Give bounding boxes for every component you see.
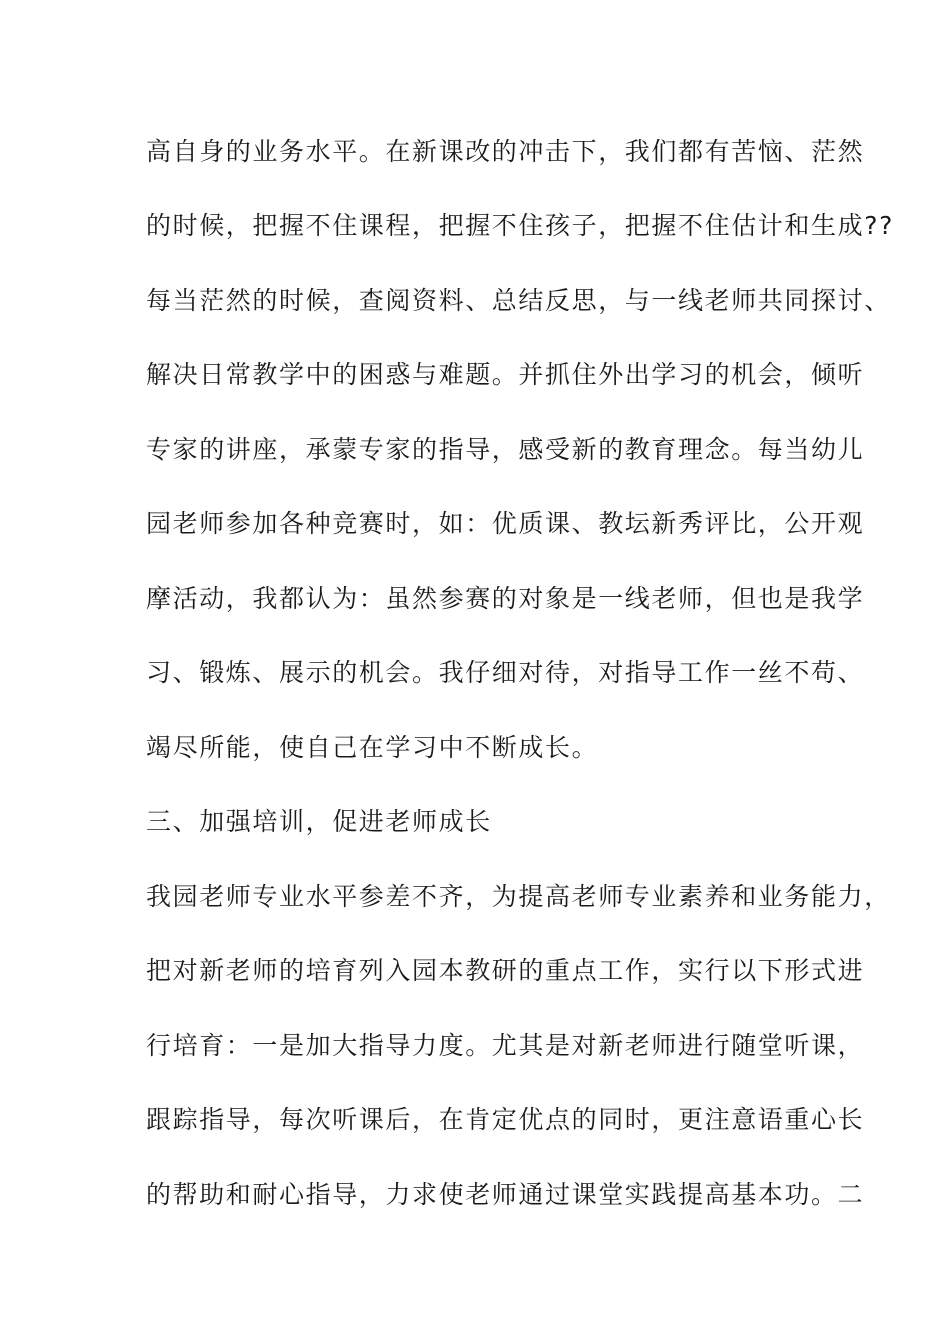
text-line: 我园老师专业水平参差不齐，为提高老师专业素养和业务能力， — [146, 882, 891, 911]
text-line: 把对新老师的培育列入园本教研的重点工作，实行以下形式进 — [146, 956, 865, 985]
text-line: 解决日常教学中的困惑与难题。并抓住外出学习的机会，倾听 — [146, 360, 865, 389]
text-line: 摩活动，我都认为：虽然参赛的对象是一线老师，但也是我学 — [146, 584, 865, 613]
text-line: 的帮助和耐心指导，力求使老师通过课堂实践提高基本功。二 — [146, 1180, 865, 1209]
text-line: 竭尽所能，使自己在学习中不断成长。 — [146, 733, 599, 762]
text-line: 行培育：一是加大指导力度。尤其是对新老师进行随堂听课， — [146, 1031, 865, 1060]
text-line: 专家的讲座，承蒙专家的指导，感受新的教育理念。每当幼儿 — [146, 435, 865, 464]
text-line: 园老师参加各种竞赛时，如：优质课、教坛新秀评比，公开观 — [146, 509, 865, 538]
text-line: 每当茫然的时候，查阅资料、总结反思，与一线老师共同探讨、 — [146, 286, 891, 315]
section-heading: 三、加强培训，促进老师成长 — [146, 807, 492, 836]
text-line: 跟踪指导，每次听课后，在肯定优点的同时，更注意语重心长 — [146, 1105, 865, 1134]
text-line: 习、锻炼、展示的机会。我仔细对待，对指导工作一丝不苟、 — [146, 658, 865, 687]
text-line: 的时候，把握不住课程，把握不住孩子，把握不住估计和生成?? — [146, 211, 894, 240]
text-line: 高自身的业务水平。在新课改的冲击下，我们都有苦恼、茫然 — [146, 137, 865, 166]
